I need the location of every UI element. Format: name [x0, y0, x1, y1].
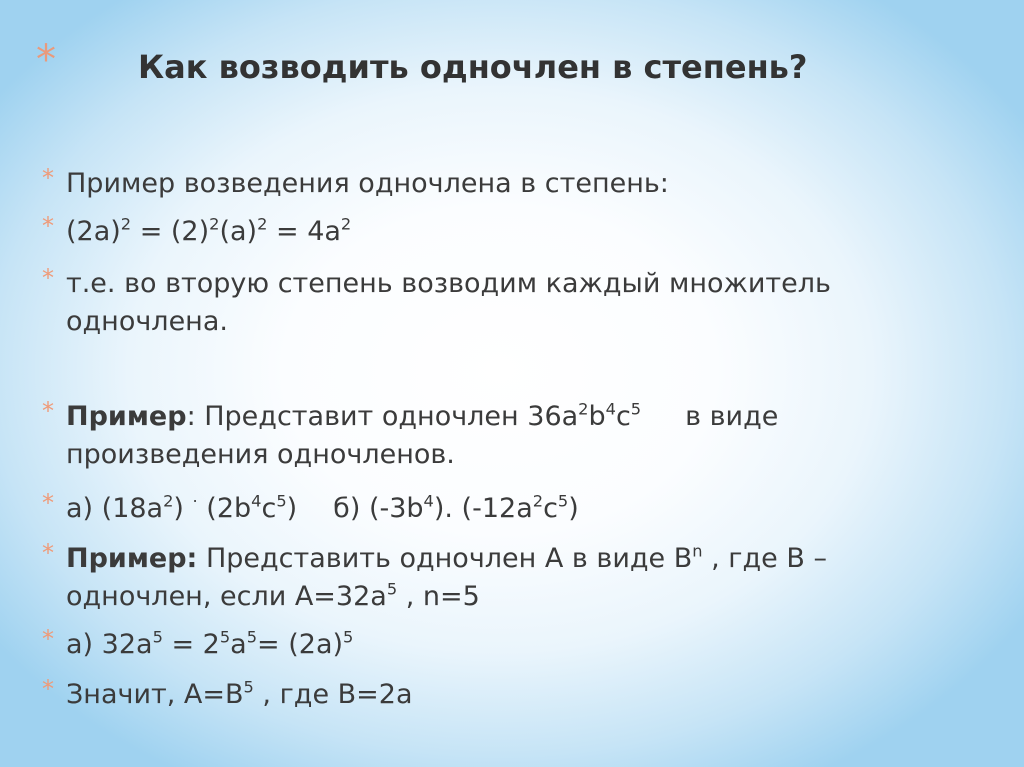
- asterisk-bullet-icon: *: [42, 489, 54, 517]
- bullet-example-intro: [42, 165, 982, 203]
- bullet-text: Значит, $А=В^5$ , где В=2a: [66, 677, 413, 710]
- asterisk-bullet-icon: *: [42, 397, 54, 425]
- slide-title-text: Как возводить одночлен в степень?: [138, 48, 808, 86]
- bullet-text: Пример: Представить одночлен А в виде $В^n$ , где В – одночлен, если $А=32a^5$ , n=5: [66, 541, 827, 612]
- bullet-example-1: [42, 398, 832, 474]
- bullet-text: Пример: Представит одночлен $36a^2b^4c^5$ в виде произведения одночленов.: [66, 399, 779, 470]
- asterisk-bullet-icon: *: [42, 675, 54, 703]
- bullet-text: Пример возведения одночлена в степень:: [66, 168, 669, 199]
- asterisk-bullet-icon: *: [42, 212, 54, 240]
- bullet-text: $(2a)^2 = (2)^2(a)^2 = 4a^2$: [66, 214, 352, 247]
- bullet-conclusion: [42, 676, 982, 714]
- asterisk-bullet-icon: *: [36, 37, 56, 83]
- bullet-answer-1: [42, 490, 982, 528]
- bullet-formula: [42, 213, 982, 251]
- asterisk-bullet-icon: *: [42, 539, 54, 567]
- asterisk-bullet-icon: *: [42, 264, 54, 292]
- asterisk-bullet-icon: *: [42, 164, 54, 192]
- bullet-text: т.е. во вторую степень возводим каждый множитель одночлена.: [66, 268, 831, 337]
- asterisk-bullet-icon: *: [42, 625, 54, 653]
- bullet-explanation: [42, 265, 872, 341]
- bullet-example-2: [42, 540, 922, 616]
- bullet-text: а) $32a^5 = 2^5a^5= (2a)^5$: [66, 627, 354, 660]
- bullet-text: а) $(18a^2)$ · $(2b^4c^5)$ б) $(-3b^4)$. $(-12a^2c^5)$: [66, 491, 579, 524]
- bullet-answer-2: [42, 626, 982, 664]
- slide-title: [36, 37, 936, 100]
